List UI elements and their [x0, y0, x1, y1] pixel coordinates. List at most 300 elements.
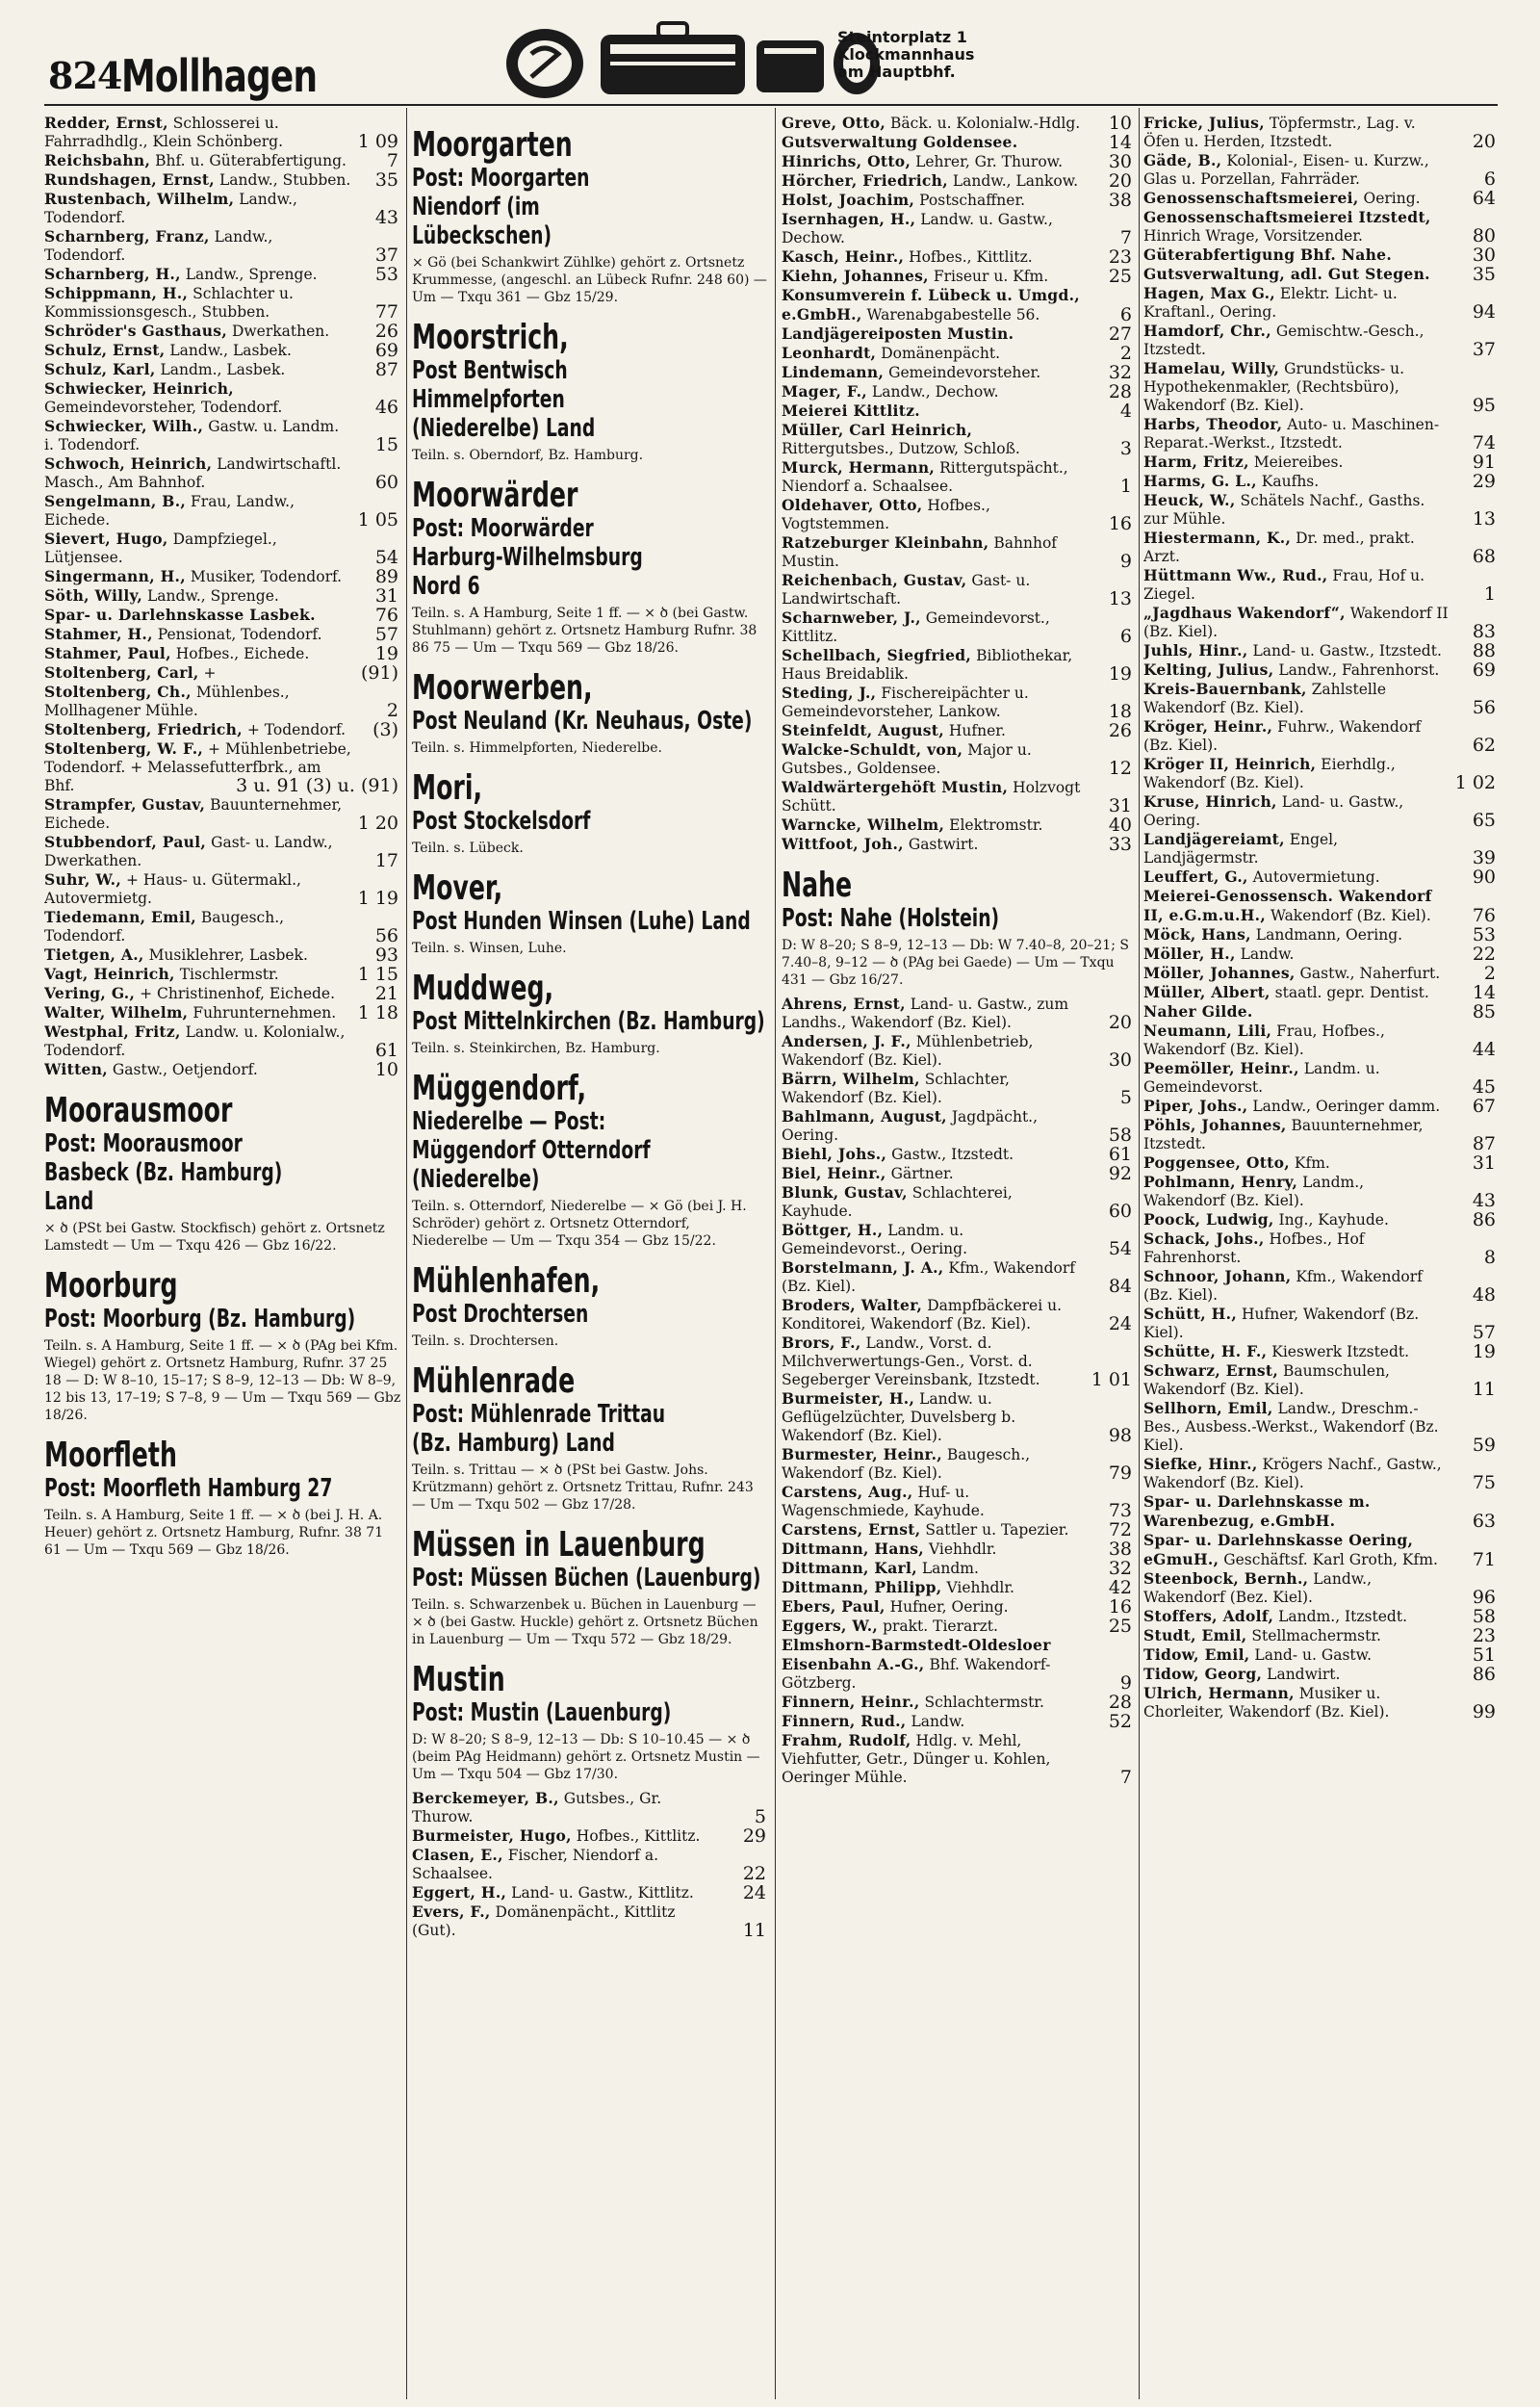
place-info: × ծ (PSt bei Gastw. Stockfisch) gehört z. Ortsnetz Lamstedt — Um — Txqu 426 — Gbz 16/22.: [44, 1221, 385, 1254]
directory-entry: [1143, 867, 1500, 887]
phone-number: 1 02: [1454, 772, 1496, 793]
entry-name: Gutsverwaltung, adl. Gut Stegen.: [1143, 265, 1430, 283]
entry-name: Poock, Ludwig,: [1143, 1210, 1274, 1229]
entry-description: Dr. med., prakt. Arzt.: [1143, 530, 1415, 565]
entry-name: Strampfer, Gustav,: [44, 795, 206, 814]
directory-entry: [1143, 284, 1500, 322]
directory-entry: [44, 341, 402, 360]
directory-entry: [782, 191, 1136, 210]
place-info: Teiln. s. Otterndorf, Niederelbe — × Gö (bei J. H. Schröder) gehört z. Ortsnetz Otterndorf, Niederelbe — Um — Txqu 354 — Gbz 15/22.: [412, 1199, 747, 1249]
ad-address-line: Klockmannhaus: [837, 45, 975, 64]
phone-number: 80: [1472, 225, 1496, 246]
entry-description: Hdlg. v. Mehl, Viehfutter, Getr., Dünger u. Kohlen, Oeringer Mühle.: [782, 1732, 1051, 1786]
ad-address-line: Steintorplatz 1: [837, 28, 967, 46]
entry-description: +: [203, 664, 217, 682]
place-section: [44, 1093, 402, 1255]
entry-name: Bahlmann, August,: [782, 1107, 947, 1126]
entry-name: Tidow, Georg,: [1143, 1665, 1263, 1683]
directory-entry: [782, 210, 1136, 247]
directory-entry: [782, 835, 1136, 854]
entry-name: Studt, Emil,: [1143, 1626, 1247, 1644]
post-line: Post Drochtersen: [412, 1300, 589, 1329]
entry-name: Möller, H.,: [1143, 945, 1236, 963]
entry-name: Broders, Walter,: [782, 1296, 923, 1314]
directory-entry: [1143, 964, 1500, 983]
entry-description: Landw., Sprenge.: [185, 266, 318, 283]
entry-name: Dittmann, Hans,: [782, 1540, 925, 1558]
entry-name: Biehl, Johs.,: [782, 1145, 887, 1163]
entry-name: Walter, Wilhelm,: [44, 1003, 189, 1022]
entry-description: Hufner, Wakendorf (Bz. Kiel).: [1143, 1306, 1420, 1341]
entry-description: Rittergutspächt., Niendorf a. Schaalsee.: [782, 459, 1068, 495]
entry-name: Oldehaver, Otto,: [782, 496, 923, 514]
directory-entry: [1143, 322, 1500, 359]
directory-entry: [782, 1070, 1136, 1107]
entry-name: Clasen, E.,: [412, 1846, 503, 1864]
directory-entry: [1143, 1645, 1500, 1665]
directory-entry: [1143, 680, 1500, 717]
entry-name: Juhls, Hinr.,: [1143, 641, 1248, 660]
phone-number: 88: [1472, 640, 1496, 661]
place-info: Teiln. s. A Hamburg, Seite 1 ff. — × ծ (bei Gastw. Stuhlmann) gehört z. Ortsnetz Hamburg Rufnr. 38 86 75 — Um — Txqu 569 — Gbz 18/26.: [412, 606, 757, 656]
phone-number: 19: [1472, 1341, 1496, 1362]
directory-entry: [782, 1559, 1136, 1578]
phone-number: 28: [1108, 381, 1132, 402]
place-name: Moorgarten: [412, 125, 573, 165]
phone-number: 54: [374, 547, 398, 568]
directory-entry: [782, 571, 1136, 608]
place-info: Teiln. s. Trittau — × ծ (PSt bei Gastw. Johs. Krützmann) gehört z. Ortsnetz Trittau, Rufnr. 243 — Um — Txqu 502 — Gbz 17/28.: [412, 1462, 754, 1513]
entry-name: Landjägereiamt,: [1143, 830, 1285, 848]
entry-name: Schwoch, Heinrich,: [44, 454, 213, 473]
phone-number: (91): [360, 662, 398, 684]
entry-name: Frahm, Rudolf,: [782, 1731, 911, 1749]
directory-entry: [1143, 1626, 1500, 1645]
phone-number: 68: [1472, 546, 1496, 567]
phone-number: 24: [742, 1882, 766, 1903]
entry-name: Isernhagen, H.,: [782, 210, 916, 228]
phone-number: 9: [1119, 1672, 1132, 1694]
directory-entry: [44, 567, 402, 586]
entry-description: Postschaffner.: [919, 192, 1026, 209]
entry-description: Land- u. Gastw., Itzstedt.: [1252, 642, 1442, 660]
place-name: Mühlenrade: [412, 1361, 576, 1401]
phone-number: 21: [374, 983, 398, 1004]
entry-description: Wakendorf (Bz. Kiel).: [1270, 907, 1431, 924]
post-line: Post: Moorfleth Hamburg 27: [44, 1474, 333, 1503]
phone-number: 7: [386, 150, 398, 171]
directory-entry: [782, 247, 1136, 267]
phone-number: 23: [1472, 1625, 1496, 1646]
entry-name: Möck, Hans,: [1143, 925, 1251, 944]
directory-entry: [782, 1389, 1136, 1445]
entry-description: Stellmachermstr.: [1251, 1627, 1381, 1644]
directory-entry: [782, 778, 1136, 815]
entry-description: Landm.: [921, 1560, 979, 1577]
phone-number: 10: [374, 1059, 398, 1080]
entry-description: Fischer, Niendorf a. Schaalsee.: [412, 1847, 658, 1882]
entry-name: Carstens, Ernst,: [782, 1520, 921, 1539]
place-name: Moorfleth: [44, 1436, 177, 1475]
entry-name: Redder, Ernst,: [44, 114, 168, 132]
directory-entry: [1143, 717, 1500, 755]
entry-description: Frau, Landw., Eichede.: [44, 493, 295, 529]
directory-entry: [782, 1333, 1136, 1389]
entry-description: Schlachter, Wakendorf (Bz. Kiel).: [782, 1071, 1010, 1106]
phone-number: 11: [742, 1920, 766, 1941]
directory-entry: [1143, 491, 1500, 529]
directory-entry: [782, 684, 1136, 721]
entry-description: Sattler u. Tapezier.: [925, 1521, 1069, 1539]
entry-name: Sievert, Hugo,: [44, 530, 168, 548]
entry-description: Gemischtw.-Gesch., Itzstedt.: [1143, 323, 1424, 358]
entry-name: Carstens, Aug.,: [782, 1483, 913, 1501]
directory-entry: [44, 833, 402, 870]
directory-entry: [44, 284, 402, 322]
entry-description: Gastw., Oetjendorf.: [112, 1061, 258, 1078]
entry-description: Baugesch., Wakendorf (Bz. Kiel).: [782, 1446, 1031, 1482]
directory-entry: [1143, 208, 1500, 246]
place-section: [44, 1437, 402, 1559]
entry-description: Warenabgabestelle 56.: [866, 306, 1040, 324]
phone-number: 5: [1119, 1087, 1132, 1108]
entry-name: Berckemeyer, B.,: [412, 1789, 559, 1807]
entry-description: Bäck. u. Kolonialw.-Hdlg.: [890, 115, 1081, 132]
entry-name: Stoltenberg, W. F.,: [44, 739, 204, 758]
entry-name: Heuck, W.,: [1143, 491, 1236, 509]
place-section: [412, 971, 770, 1057]
directory-entry: [1143, 755, 1500, 792]
entry-description: Schlachtermstr.: [924, 1694, 1044, 1711]
directory-entry: [1143, 265, 1500, 284]
entry-name: Walcke-Schuldt, von,: [782, 740, 963, 759]
directory-entry: [412, 1826, 770, 1846]
directory-entry: [782, 815, 1136, 835]
entry-description: Krögers Nachf., Gastw., Wakendorf (Bz. Kiel).: [1143, 1456, 1442, 1491]
place-section: [412, 1662, 770, 1783]
phone-number: 14: [1108, 132, 1132, 153]
entry-description: Gemeindevorsteher.: [888, 364, 1041, 381]
entry-description: Gastwirt.: [908, 836, 979, 853]
directory-entry: [44, 945, 402, 965]
entry-name: Tiedemann, Emil,: [44, 908, 196, 926]
entry-name: Sengelmann, B.,: [44, 492, 187, 510]
phone-number: 20: [1108, 170, 1132, 192]
phone-number: 31: [1472, 1152, 1496, 1174]
directory-entry: [782, 1296, 1136, 1333]
post-line: Post Bentwisch Himmelpforten (Niederelbe) Land: [412, 356, 596, 443]
place-name: Mühlenhafen,: [412, 1261, 601, 1301]
directory-entry: [782, 1731, 1136, 1787]
phone-number: 22: [1472, 944, 1496, 965]
phone-number: 1 15: [357, 964, 398, 985]
directory-entry: [782, 1183, 1136, 1221]
entry-name: Steinfeldt, August,: [782, 721, 944, 739]
directory-entry: [782, 267, 1136, 286]
phone-number: 25: [1108, 1616, 1132, 1637]
phone-number: 63: [1472, 1511, 1496, 1532]
entry-description: Landwirtschaftl. Masch., Am Bahnhof.: [44, 455, 342, 491]
entry-description: Geschäftsf. Karl Groth, Kfm.: [1223, 1551, 1438, 1568]
entry-name: Müller, Carl Heinrich,: [782, 421, 973, 439]
directory-entry: [782, 1445, 1136, 1483]
entry-name: Tidow, Emil,: [1143, 1645, 1250, 1664]
entry-name: Söth, Willy,: [44, 586, 143, 605]
entry-name: Scharnberg, Franz,: [44, 227, 210, 246]
entry-description: Landw., Sprenge.: [147, 587, 279, 605]
directory-entry: [44, 965, 402, 984]
entry-description: + Mühlenbetriebe, Todendorf. + Melassefutterfbrk., am Bhf.: [44, 740, 351, 794]
entry-description: Mühlenbes., Mollhagener Mühle.: [44, 684, 290, 719]
post-line: Post: Mustin (Lauenburg): [412, 1698, 672, 1727]
entry-description: Landw., Dreschm.-Bes., Ausbess.-Werkst., Wakendorf (Bz. Kiel).: [1143, 1400, 1439, 1454]
directory-entry: [44, 454, 402, 492]
entry-name: Kröger, Heinr.,: [1143, 717, 1273, 736]
phone-number: 57: [1472, 1322, 1496, 1343]
phone-number: 58: [1108, 1125, 1132, 1146]
entry-description: Fuhrw., Wakendorf (Bz. Kiel).: [1143, 718, 1422, 754]
directory-entry: [782, 496, 1136, 533]
directory-entry: [44, 984, 402, 1003]
entry-description: Bhf. Wakendorf-Götzberg.: [782, 1656, 1051, 1692]
phone-number: 11: [1472, 1379, 1496, 1400]
phone-number: 6: [1483, 168, 1496, 190]
phone-number: 1 01: [1091, 1369, 1132, 1390]
phone-number: 53: [1472, 924, 1496, 945]
place-name: Mori,: [412, 768, 483, 808]
entry-description: Viehhdlr.: [946, 1579, 1014, 1596]
place-title: Mollhagen: [121, 50, 318, 102]
phone-number: 91: [1472, 452, 1496, 473]
phone-number: 83: [1472, 621, 1496, 642]
entry-description: Schlosserei u. Fahrradhdlg., Klein Schönberg.: [44, 115, 283, 150]
entry-description: Gastw. u. Landm. i. Todendorf.: [44, 418, 340, 453]
place-name: Mustin: [412, 1660, 505, 1699]
entry-description: Huf- u. Wagenschmiede, Kayhude.: [782, 1484, 985, 1519]
directory-entry: [44, 227, 402, 265]
directory-entry: [412, 1789, 770, 1826]
phone-number: 37: [1472, 339, 1496, 360]
directory-entry: [782, 1578, 1136, 1597]
phone-number: 29: [1472, 471, 1496, 492]
directory-entry: [44, 1060, 402, 1079]
directory-entry: [1143, 189, 1500, 208]
entry-description: Zahlstelle Wakendorf (Bz. Kiel).: [1143, 681, 1386, 716]
entry-description: Kfm.: [1294, 1154, 1330, 1172]
phone-number: 79: [1108, 1462, 1132, 1484]
entry-description: Ing., Kayhude.: [1278, 1211, 1389, 1229]
phone-number: 25: [1108, 266, 1132, 287]
entry-description: Wakendorf II (Bz. Kiel).: [1143, 605, 1449, 640]
phone-number: 85: [1472, 1001, 1496, 1022]
phone-number: 56: [374, 925, 398, 946]
directory-entry: [1143, 1492, 1500, 1531]
directory-entry: [782, 1483, 1136, 1520]
entry-name: Spar- u. Darlehnskasse Oering, eGmuH.,: [1143, 1531, 1414, 1568]
entry-description: Land- u. Gastw., zum Landhs., Wakendorf (Bz. Kiel).: [782, 996, 1069, 1031]
entry-description: Bauunternehmer, Eichede.: [44, 796, 343, 832]
entry-name: Harm, Fritz,: [1143, 453, 1249, 471]
phone-number: 75: [1472, 1472, 1496, 1493]
place-name: Muddweg,: [412, 969, 554, 1008]
entry-name: Vering, G.,: [44, 984, 136, 1002]
entry-name: Holst, Joachim,: [782, 191, 915, 209]
entry-name: Greve, Otto,: [782, 114, 886, 132]
entry-description: prakt. Tierarzt.: [883, 1618, 998, 1635]
directory-entry: [44, 379, 402, 417]
entry-description: Landw.: [911, 1713, 965, 1730]
phone-number: 33: [1108, 834, 1132, 855]
entry-name: Leonhardt,: [782, 344, 877, 362]
header-rule: [44, 104, 1498, 106]
post-line: Post: Müssen Büchen (Lauenburg): [412, 1564, 761, 1592]
entry-description: Gemeindevorst., Kittlitz.: [782, 609, 1050, 645]
entry-description: Lehrer, Gr. Thurow.: [915, 153, 1064, 170]
post-line: Niederelbe — Post: Müggendorf Otterndorf (Niederelbe): [412, 1107, 651, 1194]
entry-name: Stahmer, Paul,: [44, 644, 171, 662]
phone-number: 99: [1472, 1701, 1496, 1722]
entry-name: Warncke, Wilhelm,: [782, 815, 945, 834]
phone-number: 84: [1108, 1276, 1132, 1297]
directory-entry: [1143, 151, 1500, 189]
phone-number: 48: [1472, 1284, 1496, 1306]
entry-description: Landw., Stubben.: [218, 171, 351, 189]
entry-description: Elektr. Licht- u. Kraftanl., Oering.: [1143, 285, 1398, 321]
entry-description: Hofbes., Kittlitz.: [576, 1827, 701, 1845]
phone-number: 3: [1119, 438, 1132, 459]
entry-name: Peemöller, Heinr.,: [1143, 1059, 1299, 1077]
phone-number: 73: [1108, 1500, 1132, 1521]
directory-entry: [44, 625, 402, 644]
phone-number: 95: [1472, 395, 1496, 416]
directory-entry: [1143, 472, 1500, 491]
directory-entry: [412, 1902, 770, 1940]
phone-number: 30: [1472, 245, 1496, 266]
entry-name: Gäde, B.,: [1143, 151, 1222, 169]
entry-name: Westphal, Fritz,: [44, 1022, 181, 1041]
entry-name: Leuffert, G.,: [1143, 867, 1248, 886]
entry-description: Hofbes., Vogtstemmen.: [782, 497, 990, 532]
directory-column-2: [412, 114, 770, 2397]
directory-entry: [44, 265, 402, 284]
directory-entry: [1143, 246, 1500, 265]
entry-description: Eierhdlg., Wakendorf (Bz. Kiel).: [1143, 756, 1396, 791]
entry-name: Schwiecker, Wilh.,: [44, 417, 204, 435]
phone-number: 10: [1108, 114, 1132, 134]
entry-name: Scharnweber, J.,: [782, 608, 921, 627]
post-line: Post Neuland (Kr. Neuhaus, Oste): [412, 707, 753, 736]
entry-description: Landw., Wakendorf (Bez. Kiel).: [1143, 1570, 1373, 1606]
phone-number: 9: [1119, 551, 1132, 572]
place-name: Moorwerben,: [412, 668, 593, 708]
entry-name: Harms, G. L.,: [1143, 472, 1257, 490]
phone-number: 1: [1483, 583, 1496, 605]
entry-description: Landw. u. Kolonialw., Todendorf.: [44, 1023, 346, 1059]
phone-number: 32: [1108, 362, 1132, 383]
phone-number: 30: [1108, 151, 1132, 172]
place-section: [412, 1263, 770, 1350]
entry-name: Ratzeburger Kleinbahn,: [782, 533, 989, 552]
phone-number: 76: [1472, 905, 1496, 926]
entry-description: Landw., Vorst. d. Milchverwertungs-Gen., Vorst. d. Segeberger Vereinsbank, Itzstedt.: [782, 1334, 1040, 1388]
place-info: Teiln. s. Schwarzenbek u. Büchen in Lauenburg — × ծ (bei Gastw. Huckle) gehört z. Ortsnetz Büchen in Lauenburg — Um — Txqu 572 — Gbz 18/29.: [412, 1597, 758, 1647]
entry-name: Waldwärtergehöft Mustin,: [782, 778, 1009, 796]
entry-description: Fischereipächter u. Gemeindevorsteher, Lankow.: [782, 685, 1029, 720]
entry-description: Landm., Itzstedt.: [1278, 1608, 1407, 1625]
phone-number: 60: [1108, 1201, 1132, 1222]
phone-number: 29: [742, 1825, 766, 1847]
directory-entry: [44, 795, 402, 833]
entry-description: Kieswerk Itzstedt.: [1271, 1343, 1410, 1360]
phone-number: 87: [374, 359, 398, 380]
directory-entry: [782, 344, 1136, 363]
directory-entry: [782, 401, 1136, 421]
entry-description: Gast- u. Landw., Dwerkathen.: [44, 834, 333, 869]
directory-entry: [782, 721, 1136, 740]
directory-entry: [44, 114, 402, 151]
directory-column-1: [44, 114, 402, 2397]
entry-description: Baugesch., Todendorf.: [44, 909, 285, 945]
phone-number: 65: [1472, 810, 1496, 831]
phone-number: 43: [1472, 1190, 1496, 1211]
entry-name: Brors, F.,: [782, 1333, 861, 1352]
column-divider: [406, 108, 407, 2399]
directory-entry: [44, 1003, 402, 1022]
phone-number: 53: [374, 264, 398, 285]
phone-number: 5: [754, 1806, 766, 1827]
directory-entry: [1143, 1002, 1500, 1022]
directory-entry: [44, 606, 402, 625]
directory-entry: [1143, 641, 1500, 660]
phone-number: 30: [1108, 1049, 1132, 1071]
phone-number: 20: [1108, 1012, 1132, 1033]
phone-number: 51: [1472, 1644, 1496, 1666]
entry-name: Schack, Johs.,: [1143, 1229, 1265, 1248]
phone-number: 6: [1119, 626, 1132, 647]
directory-entry: [412, 1846, 770, 1883]
entry-description: Gemeindevorsteher, Todendorf.: [44, 399, 283, 416]
entry-name: Spar- u. Darlehnskasse Lasbek.: [44, 606, 316, 624]
entry-description: Landw.: [1240, 945, 1295, 963]
entry-name: Schulz, Ernst,: [44, 341, 166, 359]
phone-number: 38: [1108, 1539, 1132, 1560]
directory-entry: [782, 740, 1136, 778]
entry-name: Hüttmann Ww., Rud.,: [1143, 566, 1328, 584]
entry-name: Rundshagen, Ernst,: [44, 170, 215, 189]
entry-name: Spar- u. Darlehnskasse m. Warenbezug, e.GmbH.: [1143, 1492, 1371, 1530]
phone-number: 22: [742, 1863, 766, 1884]
directory-entry: [1143, 1022, 1500, 1059]
place-section: [412, 1527, 770, 1648]
entry-name: Stoltenberg, Carl,: [44, 663, 199, 682]
entry-description: Viehhdlr.: [928, 1540, 997, 1558]
directory-entry: [1143, 529, 1500, 566]
phone-number: 12: [1108, 758, 1132, 779]
directory-entry: [782, 1145, 1136, 1164]
phone-number: 61: [1108, 1144, 1132, 1165]
entry-description: Gutsbes., Gr. Thurow.: [412, 1790, 662, 1825]
directory-entry: [1143, 887, 1500, 925]
entry-description: Hufner, Oering.: [889, 1598, 1009, 1616]
phone-number: 35: [1472, 264, 1496, 285]
directory-entry: [782, 1597, 1136, 1617]
directory-column-4: [1143, 114, 1500, 2397]
directory-entry: [412, 1883, 770, 1902]
directory-entry: [1143, 1684, 1500, 1721]
directory-entry: [782, 1520, 1136, 1540]
phone-number: 54: [1108, 1238, 1132, 1259]
entry-description: Friseur u. Kfm.: [933, 268, 1049, 285]
